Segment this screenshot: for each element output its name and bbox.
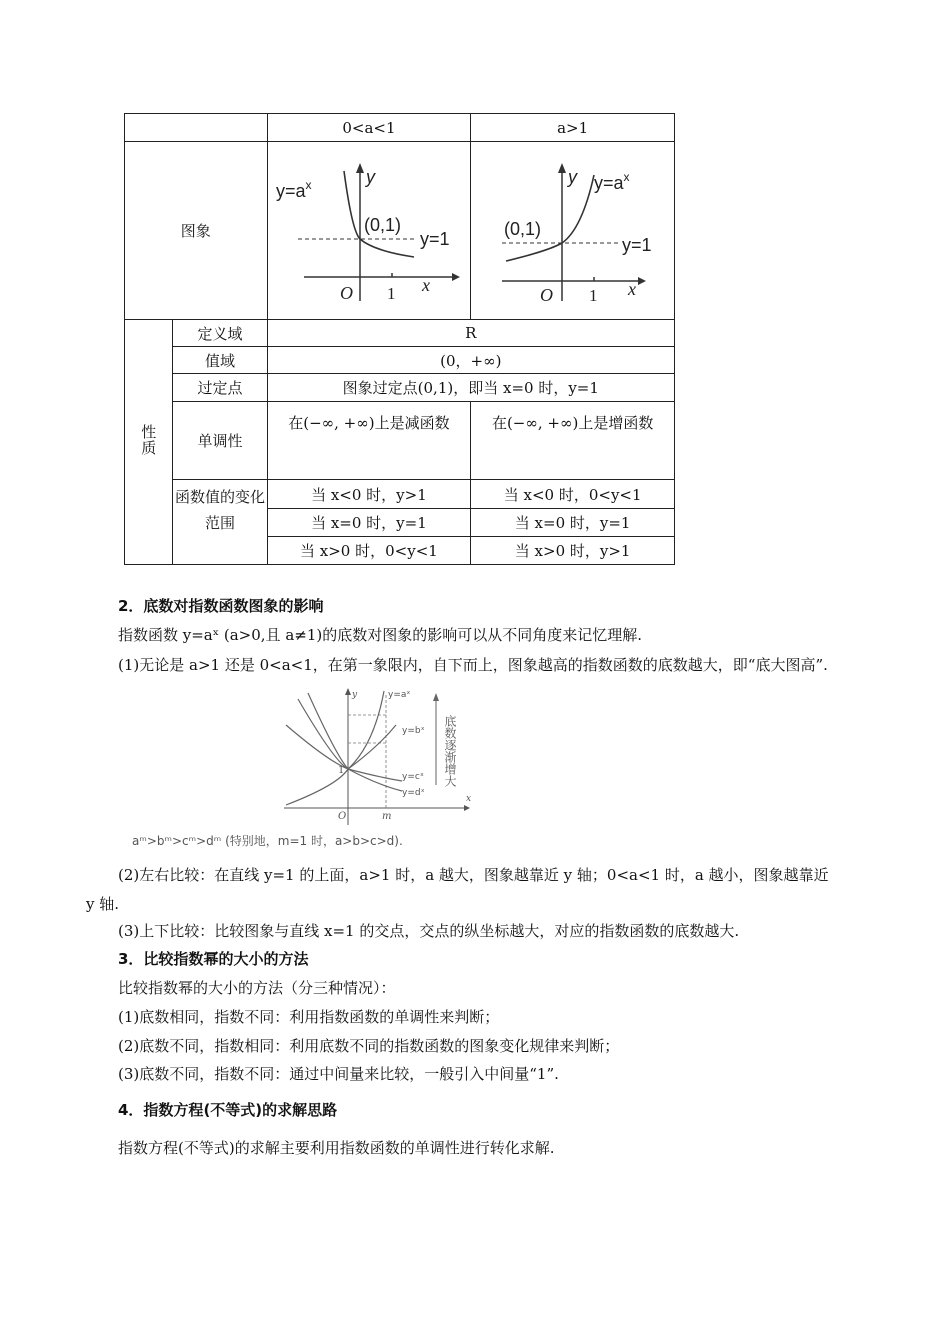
svg-text:m: m	[382, 811, 392, 822]
properties-label: 性质	[125, 320, 173, 565]
monotonic-label: 单调性	[173, 402, 267, 480]
range-row-2-left: 当 x=0 时，y=1	[267, 509, 471, 537]
figure-caption: aᵐ>bᵐ>cᵐ>dᵐ (特别地，m=1 时，a>b>c>d).	[132, 834, 403, 848]
svg-text:y=bˣ: y=bˣ	[402, 726, 425, 736]
graph-row-label: 图象	[125, 142, 268, 320]
section-4-text: 指数方程(不等式)的求解主要利用指数函数的单调性进行转化求解.	[118, 1139, 555, 1157]
range-row-3-right: 当 x>0 时，y>1	[471, 537, 675, 565]
svg-text:y: y	[352, 690, 358, 700]
svg-text:O: O	[539, 284, 553, 305]
section-3-intro: 比较指数幂的大小的方法（分三种情况）：	[118, 979, 396, 997]
svg-text:y=ax: $y=a^x$	[275, 177, 312, 201]
svg-text:(0,1): (0,1)	[363, 214, 401, 235]
domain-value: R	[267, 320, 674, 347]
section-4-heading: 4．指数方程(不等式)的求解思路	[118, 1101, 338, 1119]
domain-label: 定义域	[173, 320, 267, 347]
section-2-p4: (3)上下比较：比较图象与直线 x=1 的交点，交点的纵坐标越大，对应的指数函数的底数越大.	[118, 922, 740, 940]
range-label: 值域	[173, 347, 267, 374]
fixed-point-value: 图象过定点(0,1)，即当 x=0 时，y=1	[267, 374, 674, 402]
svg-text:y=dˣ: y=dˣ	[402, 788, 425, 798]
base-comparison-figure	[278, 685, 478, 830]
header-a-greater-than-1: a>1	[471, 114, 675, 142]
decreasing-exponential-graph	[274, 151, 464, 311]
increasing-exponential-graph	[478, 151, 668, 311]
range-row-3-left: 当 x>0 时，0<y<1	[267, 537, 471, 565]
value-range-label: 函数值的变化范围	[173, 480, 267, 565]
section-2-p2: (1)无论是 a>1 还是 0<a<1，在第一象限内，自下而上，图象越高的指数函数的底数越大，即“底大图高”.	[118, 656, 828, 674]
monotonic-decreasing: 在(−∞, +∞)上是减函数	[267, 402, 471, 480]
header-empty-cell	[125, 114, 268, 142]
exponential-properties-table	[124, 113, 675, 565]
section-3-item-3: (3)底数不同，指数不同：通过中间量来比较，一般引入中间量“1”.	[118, 1065, 559, 1083]
graph-decreasing	[267, 142, 471, 320]
range-value: (0，+∞)	[267, 347, 674, 374]
svg-text:y=cˣ: y=cˣ	[402, 772, 424, 782]
range-row-1-left: 当 x<0 时，y>1	[267, 480, 471, 509]
svg-text:y=1: y=1	[419, 228, 450, 249]
section-3-item-1: (1)底数相同，指数不同：利用指数函数的单调性来判断；	[118, 1008, 500, 1026]
range-row-1-right: 当 x<0 时，0<y<1	[471, 480, 675, 509]
svg-text:y=ax: $y=a^x$	[593, 169, 630, 193]
range-row-2-right: 当 x=0 时，y=1	[471, 509, 675, 537]
section-2-p3a: (2)左右比较：在直线 y=1 的上面，a>1 时，a 越大，图象越靠近 y 轴；0<a<1 时，a 越小，图象越靠近	[118, 866, 829, 884]
svg-text:y: y	[365, 166, 375, 187]
svg-text:x: x	[466, 794, 472, 804]
svg-text:y: y	[567, 166, 577, 187]
svg-text:x: x	[421, 274, 430, 295]
svg-text:O: O	[339, 282, 353, 303]
svg-text:y=aˣ: y=aˣ	[388, 690, 411, 700]
monotonic-increasing: 在(−∞, +∞)上是增函数	[471, 402, 675, 480]
svg-text:1: 1	[588, 285, 598, 305]
svg-text:x: x	[627, 278, 636, 299]
header-a-less-than-1: 0<a<1	[267, 114, 471, 142]
graph-increasing	[471, 142, 675, 320]
svg-text:O: O	[338, 811, 347, 822]
svg-text:1: 1	[386, 283, 396, 303]
section-3-item-2: (2)底数不同，指数相同：利用底数不同的指数函数的图象变化规律来判断；	[118, 1037, 620, 1055]
section-2-heading: 2．底数对指数函数图象的影响	[118, 597, 324, 615]
section-3-heading: 3．比较指数幂的大小的方法	[118, 950, 309, 968]
svg-text:(0,1): (0,1)	[503, 218, 541, 239]
svg-text:y=1: y=1	[621, 234, 652, 255]
section-2-p1: 指数函数 y=aˣ (a>0,且 a≠1)的底数对图象的影响可以从不同角度来记忆理解.	[118, 626, 642, 644]
svg-text:底数逐渐增大: 底数逐渐增大	[443, 715, 457, 787]
section-2-p3b: y 轴.	[86, 895, 120, 913]
fixed-point-label: 过定点	[173, 374, 267, 402]
svg-text:1: 1	[338, 765, 345, 776]
